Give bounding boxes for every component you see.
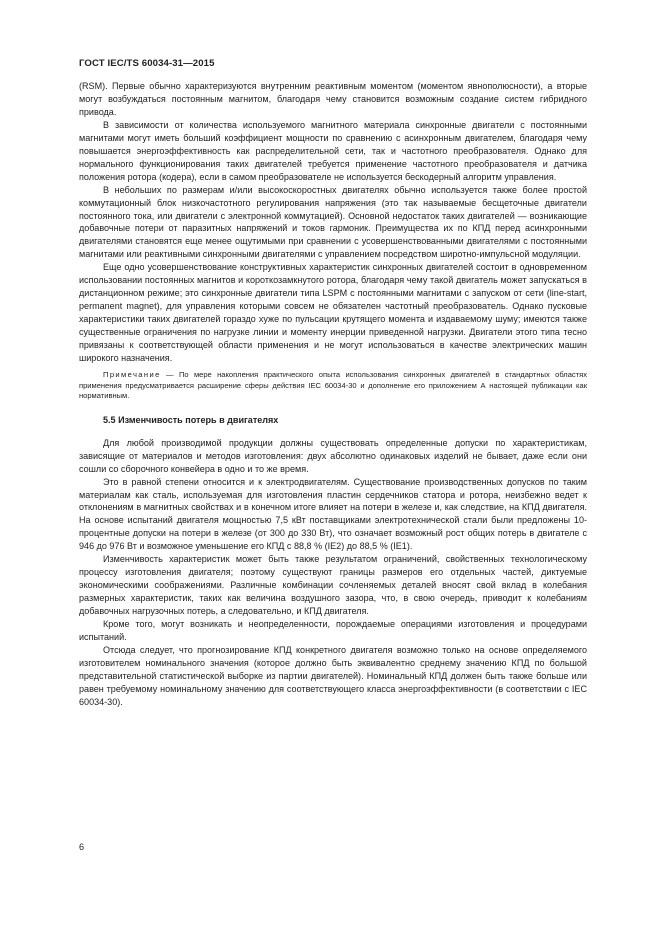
note-text: — По мере накопления практического опыта использования синхронных двигателей в стандартных областях применения предусматривается расширение сферы действия IEC 60034-30 и дополнение его приложением А настоящей публикации как нормативным.	[79, 369, 587, 401]
paragraph: Кроме того, могут возникать и неопределенности, порождаемые операциями изготовления и процедурами испытаний.	[79, 619, 587, 642]
note	[79, 370, 587, 402]
paragraph: Для любой производимой продукции должны существовать определенные допуски по характеристикам, зависящие от материалов и методов изготовления: двух абсолютно одинаковых изделий не бывает, даже если они сошли со сборочного конвейера в одно и то же время.	[79, 437, 587, 474]
paragraph: Отсюда следует, что прогнозирование КПД конкретного двигателя возможно только на основе определяемого изготовителем номинального значения (которое должно быть эквивалентно среднему значению КПД по большой представительной статистической выборке из партии двигателей). Номинальный КПД должен быть также больше или равен требуемому номинальному значению для соответствующего класса энергоэффективности (в соответствии с IEC 60034-30).	[79, 644, 587, 707]
section-heading: 5.5 Изменчивость потерь в двигателях	[103, 414, 279, 425]
page-number: 6	[79, 842, 85, 852]
paragraph: Изменчивость характеристик может быть также результатом ограничений, свойственных технологическому процессу изготовления двигателя; поэтому существуют границы размеров его отдельных частей, диктуемые экономическими соображениями. Различные комбинации сочленяемых деталей вносят свой вклад в колебания размерных характеристик, таких как величина воздушного зазора, что, в свою очередь, приводит к колебаниям добавочных нагрузочных потерь, а следовательно, и КПД двигателя.	[79, 554, 587, 617]
paragraph: В небольших по размерам и/или высокоскоростных двигателях обычно используется также более простой коммутационный блок низкочастотного регулирования напряжения (это так называемые бесщеточные двигатели постоянного тока, или двигатели с электронной коммутацией). Основной недостаток таких двигателей — возникающие добавочные потери от паразитных напряжений и токов гармоник. Преимущества их по КПД перед асинхронными двигателями становятся еще менее ощутимыми при сравнении с усовершенствованными двигателями с постоянными магнитами или реактивными синхронными двигателями с управлением посредством широтно-импульсной модуляции.	[79, 184, 587, 260]
document-header: ГОСТ IEC/TS 60034-31—2015	[79, 58, 215, 69]
paragraph: (RSM). Первые обычно характеризуются внутренним реактивным моментом (моментом явнополюсности), а вторые могут возбуждаться постоянным магнитом, благодаря чему становится возможным создание систем гибридного привода.	[79, 81, 587, 117]
note-label: Примечание	[103, 369, 161, 379]
paragraph: Еще одно усовершенствование конструктивных характеристик синхронных двигателей состоит в одновременном использовании постоянных магнитов и короткозамкнутого ротора, благодаря чему такой двигатель может запускаться в дистанционном режиме; это синхронные двигатели типа LSPM с постоянными магнитами с запуском от сети (line-start, permanent magnet), для управления которыми совсем не обязателен частотный преобразователь. Однако пусковые характеристики таких двигателей гораздо хуже по пульсации крутящего момента и издаваемому шуму; имеются также существенные ограничения по нагрузке линии и моменту инерции приведенной нагрузки. Двигатели этого типа тесно привязаны к соответствующей области применения и не могут использоваться в качестве электрических машин широкого назначения.	[79, 262, 587, 364]
document-body	[79, 80, 587, 709]
paragraph: В зависимости от количества используемого магнитного материала синхронные двигатели с постоянными магнитами могут иметь больший коэффициент мощности по сравнению с асинхронным двигателем, благодаря чему повышается энергоэффективность как распределительной сети, так и частотного преобразователя. Однако для нормального функционирования таких двигателей требуется применение частотного преобразователя и датчика положения ротора (кодера), если в самом преобразователе не используется бескодерный алгоритм управления.	[79, 119, 587, 182]
paragraph: Это в равной степени относится и к электродвигателям. Существование производственных допусков по таким материалам как сталь, используемая для изготовления пластин сердечников статора и ротора, неизбежно ведет к отклонениям в магнитных свойствах и в конечном итоге влияет на потери в железе и, как следствие, на КПД двигателя. На основе испытаний двигателя мощностью 7,5 кВт поставщиками электротехнической стали были предложены 10-процентные допуски на потери в железе (от 300 до 330 Вт), что означает возможный рост общих потерь в двигателе с 946 до 976 Вт и возможное уменьшение его КПД с 88,8 % (IE2) до 88,5 % (IE1).	[79, 476, 587, 552]
